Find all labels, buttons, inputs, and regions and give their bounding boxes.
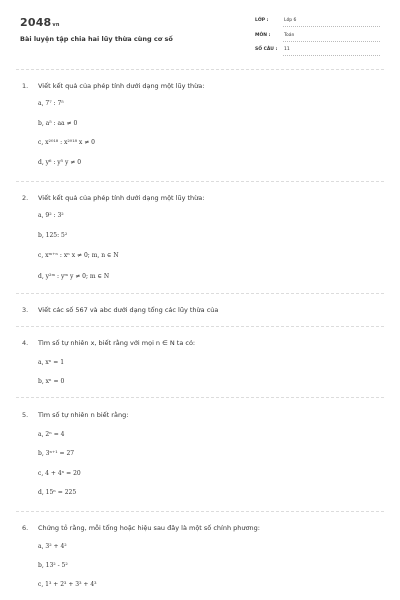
question-number: 3.: [22, 306, 29, 314]
question-item: a, 3² + 4²: [38, 543, 67, 550]
question-text: Viết kết quả của phép tính dưới dạng một lũy thừa:: [38, 194, 205, 202]
worksheet-header: [0, 0, 400, 66]
site-logo[interactable]: 2048vn: [20, 16, 60, 29]
question-item: a, 9² : 3²: [38, 212, 64, 219]
question-item: a, 2ⁿ = 4: [38, 431, 65, 438]
question-item: b, 3ⁿ⁺¹ = 27: [38, 450, 75, 457]
question-item: d, 15ⁿ = 225: [38, 489, 77, 496]
meta-subject: MÔN : Toán: [255, 32, 380, 42]
question-item: b, 13² - 5²: [38, 562, 68, 569]
question-item: b, 125: 5²: [38, 232, 68, 239]
question-number: 4.: [22, 339, 29, 347]
worksheet-title: Bài luyện tập chia hai lũy thừa cùng cơ số: [20, 35, 173, 43]
question-item: a, 7⁷ : 7⁵: [38, 100, 64, 107]
header-divider: [16, 69, 384, 70]
question-text: Tìm số tự nhiên n biết rằng:: [38, 411, 129, 419]
question-text: Chứng tỏ rằng, mỗi tổng hoặc hiệu sau đây là một số chính phương:: [38, 524, 260, 532]
question-item: b, xⁿ = 0: [38, 378, 65, 385]
meta-grade: LỚP : Lớp 6: [255, 17, 380, 27]
question-number: 5.: [22, 411, 29, 419]
question-text: Viết các số 567 và abc dưới dạng tổng các lũy thừa của: [38, 306, 219, 314]
question-number: 1.: [22, 82, 29, 90]
question-text: Tìm số tự nhiên x, biết rằng với mọi n ∈ N ta có:: [38, 339, 196, 347]
meta-question-count: SỐ CÂU : 11: [255, 46, 380, 56]
question-divider: [16, 397, 384, 398]
question-number: 2.: [22, 194, 29, 202]
question-item: b, a⁵ : aa ≠ 0: [38, 120, 78, 127]
question-divider: [16, 511, 384, 512]
question-divider: [16, 181, 384, 182]
question-number: 6.: [22, 524, 29, 532]
question-item: c, 1³ + 2³ + 3³ + 4³: [38, 581, 97, 588]
question-divider: [16, 326, 384, 327]
question-item: d, y⁶ : y⁵ y ≠ 0: [38, 159, 82, 166]
question-item: a, xⁿ = 1: [38, 359, 65, 366]
question-item: c, xᵐ⁺ⁿ : xⁿ x ≠ 0; m, n ∈ N: [38, 252, 119, 259]
question-item: c, x²⁰¹⁸ : x²⁰¹⁸ x ≠ 0: [38, 139, 95, 146]
question-item: c, 4 + 4ⁿ = 20: [38, 470, 81, 477]
question-item: d, y²ᵐ : yᵐ y ≠ 0; m ∈ N: [38, 273, 110, 280]
question-text: Viết kết quả của phép tính dưới dạng một lũy thừa:: [38, 82, 205, 90]
question-divider: [16, 293, 384, 294]
